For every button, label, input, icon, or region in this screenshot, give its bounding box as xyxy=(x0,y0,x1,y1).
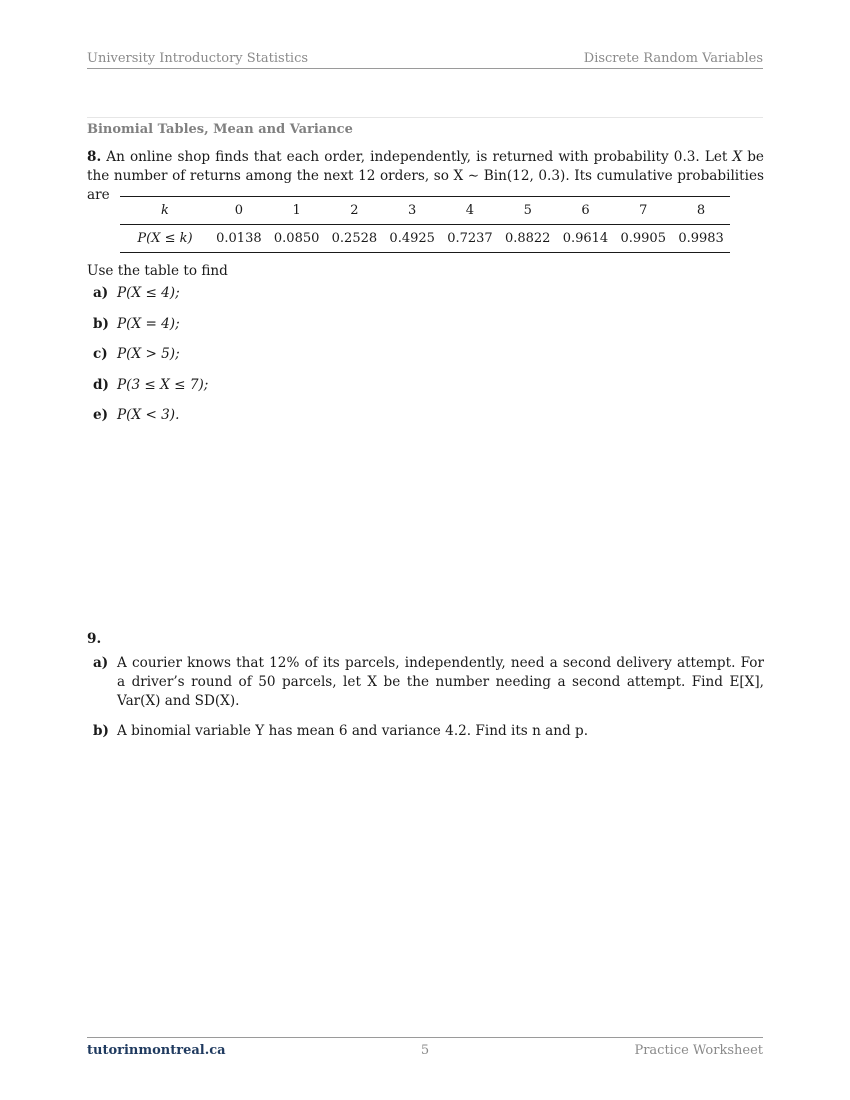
question-8-part-c xyxy=(93,345,180,364)
question-8-var: X xyxy=(732,149,743,165)
table-cell-k: 6 xyxy=(557,197,615,225)
table-row-label-k: k xyxy=(120,197,210,225)
table-cell-k: 2 xyxy=(326,197,384,225)
question-9-part-b-text: A binomial variable Y has mean 6 and variance 4.2. Find its n and p. xyxy=(117,723,589,739)
part-label: d) xyxy=(93,377,109,393)
table-cell-k: 1 xyxy=(268,197,326,225)
question-8-lead: Use the table to find xyxy=(87,263,228,279)
question-9-number: 9. xyxy=(87,631,102,647)
cumulative-probability-table xyxy=(120,196,730,253)
question-8-part-d xyxy=(93,376,208,395)
part-label: e) xyxy=(93,407,109,423)
table-cell-probability: 0.2528 xyxy=(326,225,384,253)
table-cell-k: 0 xyxy=(210,197,268,225)
table-cell-probability: 0.9614 xyxy=(557,225,615,253)
part-label: a) xyxy=(93,285,109,301)
part-text: P(3 ≤ X ≤ 7); xyxy=(117,377,209,393)
question-8-text-b: be the number of returns among the next 12 orders, so xyxy=(87,149,764,184)
table-cell-probability: 0.9983 xyxy=(672,225,730,253)
question-8-part-e xyxy=(93,406,179,425)
part-text: P(X < 3). xyxy=(117,407,180,423)
footer-website: tutorinmontreal.ca xyxy=(87,1043,226,1058)
section-divider xyxy=(87,117,763,118)
question-9-part-b-label: b) xyxy=(93,723,109,739)
question-8-part-a xyxy=(93,284,180,303)
section-title: Binomial Tables, Mean and Variance xyxy=(87,122,353,137)
question-9-part-a-text: A courier knows that 12% of its parcels, independently, need a second delivery attempt. For a driver’s round of 50 parcels, let X be the number needing a second attempt. Find E[X], Var(X) and SD(X). xyxy=(117,655,764,709)
question-8-text-a: An online shop finds that each order, independently, is returned with probability 0.3. Let xyxy=(106,149,733,165)
part-text: P(X ≤ 4); xyxy=(117,285,180,301)
header-divider xyxy=(87,68,763,69)
part-label: c) xyxy=(93,346,108,362)
table-row-label-probability: P(X ≤ k) xyxy=(120,225,210,253)
table-cell-k: 7 xyxy=(614,197,672,225)
question-9-part-a-label: a) xyxy=(93,655,109,671)
table-cell-probability: 0.7237 xyxy=(441,225,499,253)
table-cell-k: 4 xyxy=(441,197,499,225)
table-row-k xyxy=(120,197,730,225)
table-cell-k: 5 xyxy=(499,197,557,225)
table-cell-probability: 0.4925 xyxy=(383,225,441,253)
table-cell-probability: 0.9905 xyxy=(614,225,672,253)
question-8-distribution: X ∼ Bin(12, 0.3) xyxy=(453,168,566,184)
question-8-part-b xyxy=(93,315,180,334)
table-cell-probability: 0.0138 xyxy=(210,225,268,253)
question-8-number: 8. xyxy=(87,149,102,165)
header-course-title: University Introductory Statistics xyxy=(87,51,309,66)
part-text: P(X = 4); xyxy=(117,316,180,332)
part-label: b) xyxy=(93,316,109,332)
table-cell-k: 3 xyxy=(383,197,441,225)
footer-worksheet-label: Practice Worksheet xyxy=(634,1043,763,1058)
table-cell-probability: 0.0850 xyxy=(268,225,326,253)
page-number: 5 xyxy=(420,1043,430,1058)
table-cell-probability: 0.8822 xyxy=(499,225,557,253)
table-row-probability xyxy=(120,225,730,253)
table-cell-k: 8 xyxy=(672,197,730,225)
footer-divider xyxy=(87,1037,763,1038)
part-text: P(X > 5); xyxy=(117,346,180,362)
header-chapter-title: Discrete Random Variables xyxy=(583,51,763,66)
question-8-text-d: . Its cumulative probabilities are xyxy=(87,168,764,203)
